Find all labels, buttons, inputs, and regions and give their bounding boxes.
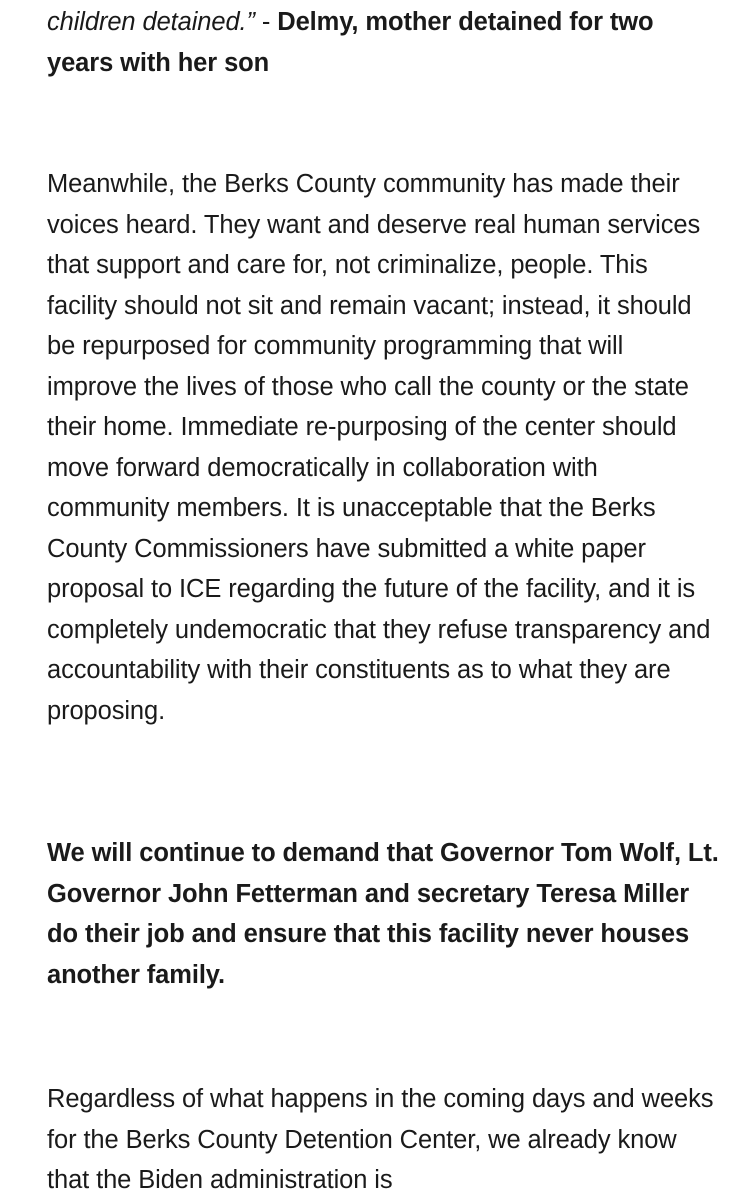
quote-separator: - [254,8,278,36]
paragraph-meanwhile: Meanwhile, the Berks County community has made their voices heard. They want and deserve real human services that support and care for, not criminalize, people. This facility should not sit and remain vacant; instead, it should be repurposed for community programming that will improve the lives of those who call the county or the state their home. Immediate re-purposing of the center should move forward democratically in collaboration with community members. It is unacceptable that the Berks County Commissioners have submitted a white paper proposal to ICE regarding the future of the facility, and it is completely undemocratic that they refuse transparency and accountability with their constituents as to what they are proposing. [47,170,711,725]
paragraph-regardless: Regardless of what happens in the coming days and weeks for the Berks County Detention Center, we already know that the Biden administration is [47,1085,714,1194]
paragraph-demand: We will continue to demand that Governor Tom Wolf, Lt. Governor John Fetterman and secretary Teresa Miller do their job and ensure that this facility never houses another family. [47,839,719,989]
quote-attribution: Delmy, mother detained for two years with her son [47,8,654,77]
quote-italic-text: children detained.” [47,8,255,36]
quote-ending [47,2,719,83]
